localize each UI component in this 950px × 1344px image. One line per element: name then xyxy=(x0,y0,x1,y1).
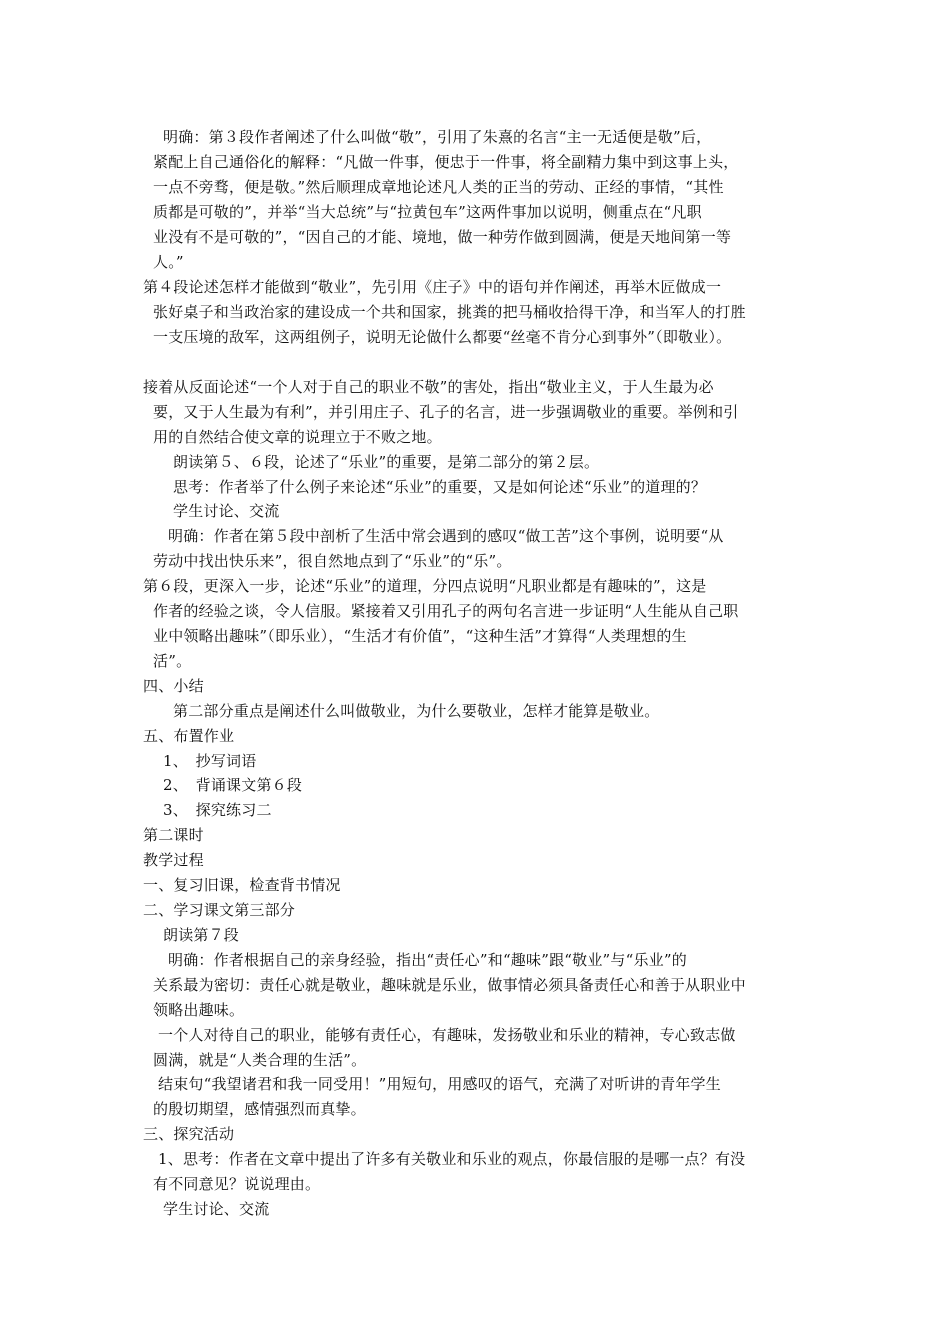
text-line: 活”。 xyxy=(153,652,192,670)
text-line: 一个人对待自己的职业，能够有责任心，有趣味，发扬敬业和乐业的精神，专心致志做 xyxy=(158,1026,736,1044)
text-line: 业没有不是可敬的”，“因自己的才能、境地，做一种劳作做到圆满，便是天地间第一等 xyxy=(153,228,732,246)
text-line: 1、思考：作者在文章中提出了许多有关敬业和乐业的观点，你最信服的是哪一点？有没 xyxy=(158,1150,746,1168)
text-line: 关系最为密切：责任心就是敬业，趣味就是乐业，做事情必须具备责任心和善于从职业中 xyxy=(153,976,746,994)
section-heading: 二、学习课文第三部分 xyxy=(143,901,296,919)
text-line: 朗读第７段 xyxy=(163,926,240,944)
text-line: 紧配上自己通俗化的解释：“凡做一件事，便忠于一件事，将全副精力集中到这事上头， xyxy=(153,153,739,171)
text-line: 思考：作者举了什么例子来论述“乐业”的重要，又是如何论述“乐业”的道理的？ xyxy=(173,478,707,496)
section-heading: 教学过程 xyxy=(143,851,204,869)
text-line: 结束句“我望诸君和我一同受用！”用短句，用感叹的语气，充满了对听讲的青年学生 xyxy=(158,1075,721,1093)
text-line: 有不同意见？说说理由。 xyxy=(153,1175,321,1193)
section-heading: 三、探究活动 xyxy=(143,1125,235,1143)
list-item: 3、 探究练习二 xyxy=(163,801,272,819)
text-line: 明确：作者在第５段中剖析了生活中常会遇到的感叹“做工苦”这个事例，说明要“从 xyxy=(168,527,724,545)
section-heading: 四、小结 xyxy=(143,677,204,695)
text-line: 学生讨论、交流 xyxy=(173,502,280,520)
text-line: 第二部分重点是阐述什么叫做敬业，为什么要敬业，怎样才能算是敬业。 xyxy=(173,702,660,720)
text-line: 朗读第５、６段，论述了“乐业”的重要，是第二部分的第２层。 xyxy=(173,453,600,471)
text-line: 质都是可敬的”，并举“当大总统”与“拉黄包车”这两件事加以说明，侧重点在“凡职 xyxy=(153,203,702,221)
section-heading: 一、复习旧课，检查背书情况 xyxy=(143,876,341,894)
text-line: 圆满，就是“人类合理的生活”。 xyxy=(153,1051,367,1069)
text-line: 人。” xyxy=(153,253,184,271)
text-line: 业中领略出趣味”（即乐业），“生活才有价值”，“这种生活”才算得“人类理想的生 xyxy=(153,627,687,645)
text-line: 的殷切期望，感情强烈而真挚。 xyxy=(153,1100,366,1118)
text-line: 接着从反面论述“一个人对于自己的职业不敬”的害处，指出“敬业主义，于人生最为必 xyxy=(143,378,714,396)
text-line: 明确：作者根据自己的亲身经验，指出“责任心”和“趣味”跟“敬业”与“乐业”的 xyxy=(168,951,687,969)
text-line: 劳动中找出快乐来”，很自然地点到了“乐业”的“乐”。 xyxy=(153,552,512,570)
text-line: 用的自然结合使文章的说理立于不败之地。 xyxy=(153,428,442,446)
text-line: 一点不旁骛，便是敬。”然后顺理成章地论述凡人类的正当的劳动、正经的事情，“其性 xyxy=(153,178,724,196)
list-item: 1、 抄写词语 xyxy=(163,752,257,770)
list-item: 2、 背诵课文第６段 xyxy=(163,776,303,794)
text-line: 领略出趣味。 xyxy=(153,1001,245,1019)
text-line: 明确：第３段作者阐述了什么叫做“敬”，引用了朱熹的名言“主一无适便是敬”后， xyxy=(163,128,712,146)
text-line: 学生讨论、交流 xyxy=(163,1200,270,1218)
section-heading: 五、布置作业 xyxy=(143,727,235,745)
text-line: 第４段论述怎样才能做到“敬业”，先引用《庄子》中的语句并作阐述，再举木匠做成一 xyxy=(143,278,722,296)
text-line: 要，又于人生最为有利”，并引用庄子、孔子的名言，进一步强调敬业的重要。举例和引 xyxy=(153,403,739,421)
text-line: 张好桌子和当政治家的建设成一个共和国家，挑粪的把马桶收拾得干净，和当军人的打胜 xyxy=(153,303,746,321)
text-line: 一支压境的敌军，这两组例子，说明无论做什么都要“丝毫不肯分心到事外”（即敬业）。 xyxy=(153,328,732,346)
text-line: 作者的经验之谈，令人信服。紧接着又引用孔子的两句名言进一步证明“人生能从自己职 xyxy=(153,602,739,620)
section-heading: 第二课时 xyxy=(143,826,204,844)
text-line: 第６段，更深入一步，论述“乐业”的道理，分四点说明“凡职业都是有趣味的”，这是 xyxy=(143,577,707,595)
